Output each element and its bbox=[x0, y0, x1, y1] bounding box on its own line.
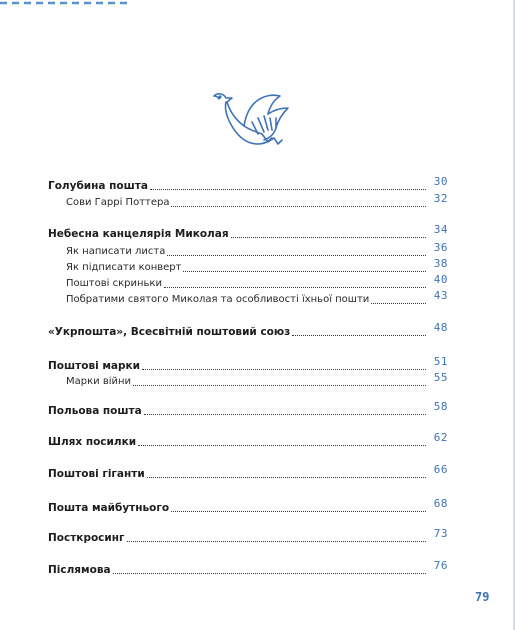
toc-page: 40 bbox=[433, 273, 448, 286]
page-number: 79 bbox=[475, 590, 490, 604]
toc-page: 66 bbox=[433, 463, 448, 476]
toc-entry[interactable] bbox=[48, 463, 448, 482]
toc-page: 43 bbox=[433, 289, 448, 302]
leader-dots bbox=[371, 302, 426, 304]
toc-entry[interactable] bbox=[48, 559, 448, 578]
toc-title: Польова пошта bbox=[48, 405, 142, 417]
leader-dots bbox=[144, 413, 426, 415]
toc-entry[interactable] bbox=[48, 497, 448, 516]
toc-title: Марки війни bbox=[66, 376, 132, 387]
toc-page: 68 bbox=[433, 497, 448, 510]
leader-dots bbox=[171, 510, 426, 512]
toc-title: Поштові скриньки bbox=[66, 278, 162, 289]
leader-dots bbox=[133, 384, 426, 386]
toc-entry[interactable] bbox=[48, 321, 448, 340]
leader-dots bbox=[147, 476, 426, 478]
toc-entry[interactable] bbox=[48, 355, 448, 374]
toc-title: Небесна канцелярія Миколая bbox=[48, 228, 229, 240]
toc-entry[interactable] bbox=[48, 175, 448, 194]
leader-dots bbox=[150, 188, 426, 190]
toc-title: Як підписати конверт bbox=[66, 262, 182, 273]
toc-entry[interactable] bbox=[66, 241, 448, 260]
leader-dots bbox=[164, 286, 426, 288]
toc-title: Побратими святого Миколая та особливості їхньої пошти bbox=[66, 294, 370, 305]
leader-dots bbox=[171, 205, 426, 207]
leader-dots bbox=[292, 334, 426, 336]
toc-title: Поштові марки bbox=[48, 360, 141, 372]
leader-dots bbox=[183, 270, 426, 272]
toc-entry[interactable] bbox=[48, 431, 448, 450]
toc-title: «Укрпошта», Всесвітній поштовий союз bbox=[48, 326, 291, 338]
leader-dots bbox=[231, 236, 426, 238]
toc-title: Післямова bbox=[48, 564, 111, 576]
leader-dots bbox=[113, 572, 426, 574]
toc-page: 34 bbox=[433, 223, 448, 236]
toc-title: Поштові гіганти bbox=[48, 468, 145, 480]
toc-title: Пошта майбутнього bbox=[48, 502, 170, 514]
toc-page: 55 bbox=[433, 371, 448, 384]
toc-page: 30 bbox=[433, 175, 448, 188]
leader-dots bbox=[167, 254, 426, 256]
toc-page: 76 bbox=[433, 559, 448, 572]
toc-title: Шлях посилки bbox=[48, 436, 137, 448]
toc-page: 36 bbox=[433, 241, 448, 254]
toc-title: Сови Гаррі Поттера bbox=[66, 197, 170, 208]
toc-entry[interactable] bbox=[66, 257, 448, 276]
toc-page: 32 bbox=[433, 192, 448, 205]
toc-entry[interactable] bbox=[66, 273, 448, 292]
toc-entry[interactable] bbox=[48, 527, 448, 546]
toc-page: 38 bbox=[433, 257, 448, 270]
leader-dots bbox=[142, 368, 426, 370]
leader-dots bbox=[138, 444, 426, 446]
toc-page: 62 bbox=[433, 431, 448, 444]
toc-title: Голубина пошта bbox=[48, 180, 148, 192]
toc-title: Як написати листа bbox=[66, 246, 166, 257]
toc-title: Посткросинг bbox=[48, 532, 125, 544]
leader-dots bbox=[127, 540, 427, 542]
toc-page: 48 bbox=[433, 321, 448, 334]
toc-page: 73 bbox=[433, 527, 448, 540]
toc-entry[interactable] bbox=[48, 400, 448, 419]
toc-page: 58 bbox=[433, 400, 448, 413]
toc-entry[interactable] bbox=[66, 192, 448, 211]
toc-entry[interactable] bbox=[48, 223, 448, 242]
toc-entry[interactable] bbox=[66, 371, 448, 390]
toc-page: 51 bbox=[433, 355, 448, 368]
toc-entry[interactable] bbox=[66, 289, 448, 308]
